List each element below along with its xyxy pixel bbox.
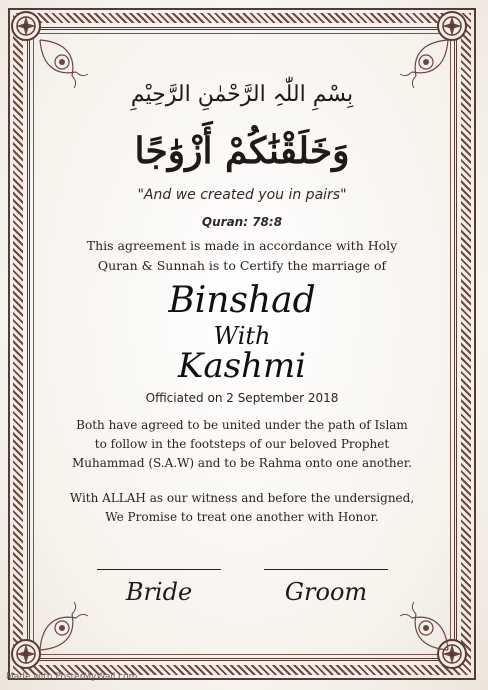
agreement-line: Quran & Sunnah is to Certify the marriage of <box>97 258 387 273</box>
agreement-text <box>56 236 428 276</box>
promise-line: We Promise to treat one another with Honor. <box>105 510 379 524</box>
promise-text <box>56 489 428 527</box>
vow-text <box>56 416 428 473</box>
groom-signature-line <box>264 569 388 570</box>
basmala-text: بِسْمِ اللّٰہِ الرَّحْمٰنِ الرَّحِیْمِ <box>130 82 354 107</box>
bride-signature-line <box>97 569 221 570</box>
quran-verse-arabic: وَخَلَقْنَٰكُمْ أَزْوَٰجًا <box>134 130 350 172</box>
bride-label: Bride <box>125 578 193 606</box>
partner-name-2: Kashmi <box>177 346 307 386</box>
promise-line: With ALLAH as our witness and before the undersigned, <box>69 491 415 505</box>
verse-translation: "And we created you in pairs" <box>137 187 347 203</box>
officiated-date: Officiated on 2 September 2018 <box>145 391 339 405</box>
vow-line: to follow in the footsteps of our beloved Prophet <box>94 437 390 451</box>
agreement-line: This agreement is made in accordance with Holy <box>86 238 398 253</box>
verse-reference: Quran: 78:8 <box>201 215 283 229</box>
vow-line: Muhammad (S.A.W) and to be Rahma onto one another. <box>72 456 412 470</box>
vow-line: Both have agreed to be united under the path of Islam <box>76 418 408 432</box>
with-text: With <box>213 322 271 350</box>
watermark-text: Made with PosterMyWall.com <box>6 672 138 682</box>
partner-name-1: Binshad <box>168 280 316 321</box>
groom-label: Groom <box>284 578 368 606</box>
